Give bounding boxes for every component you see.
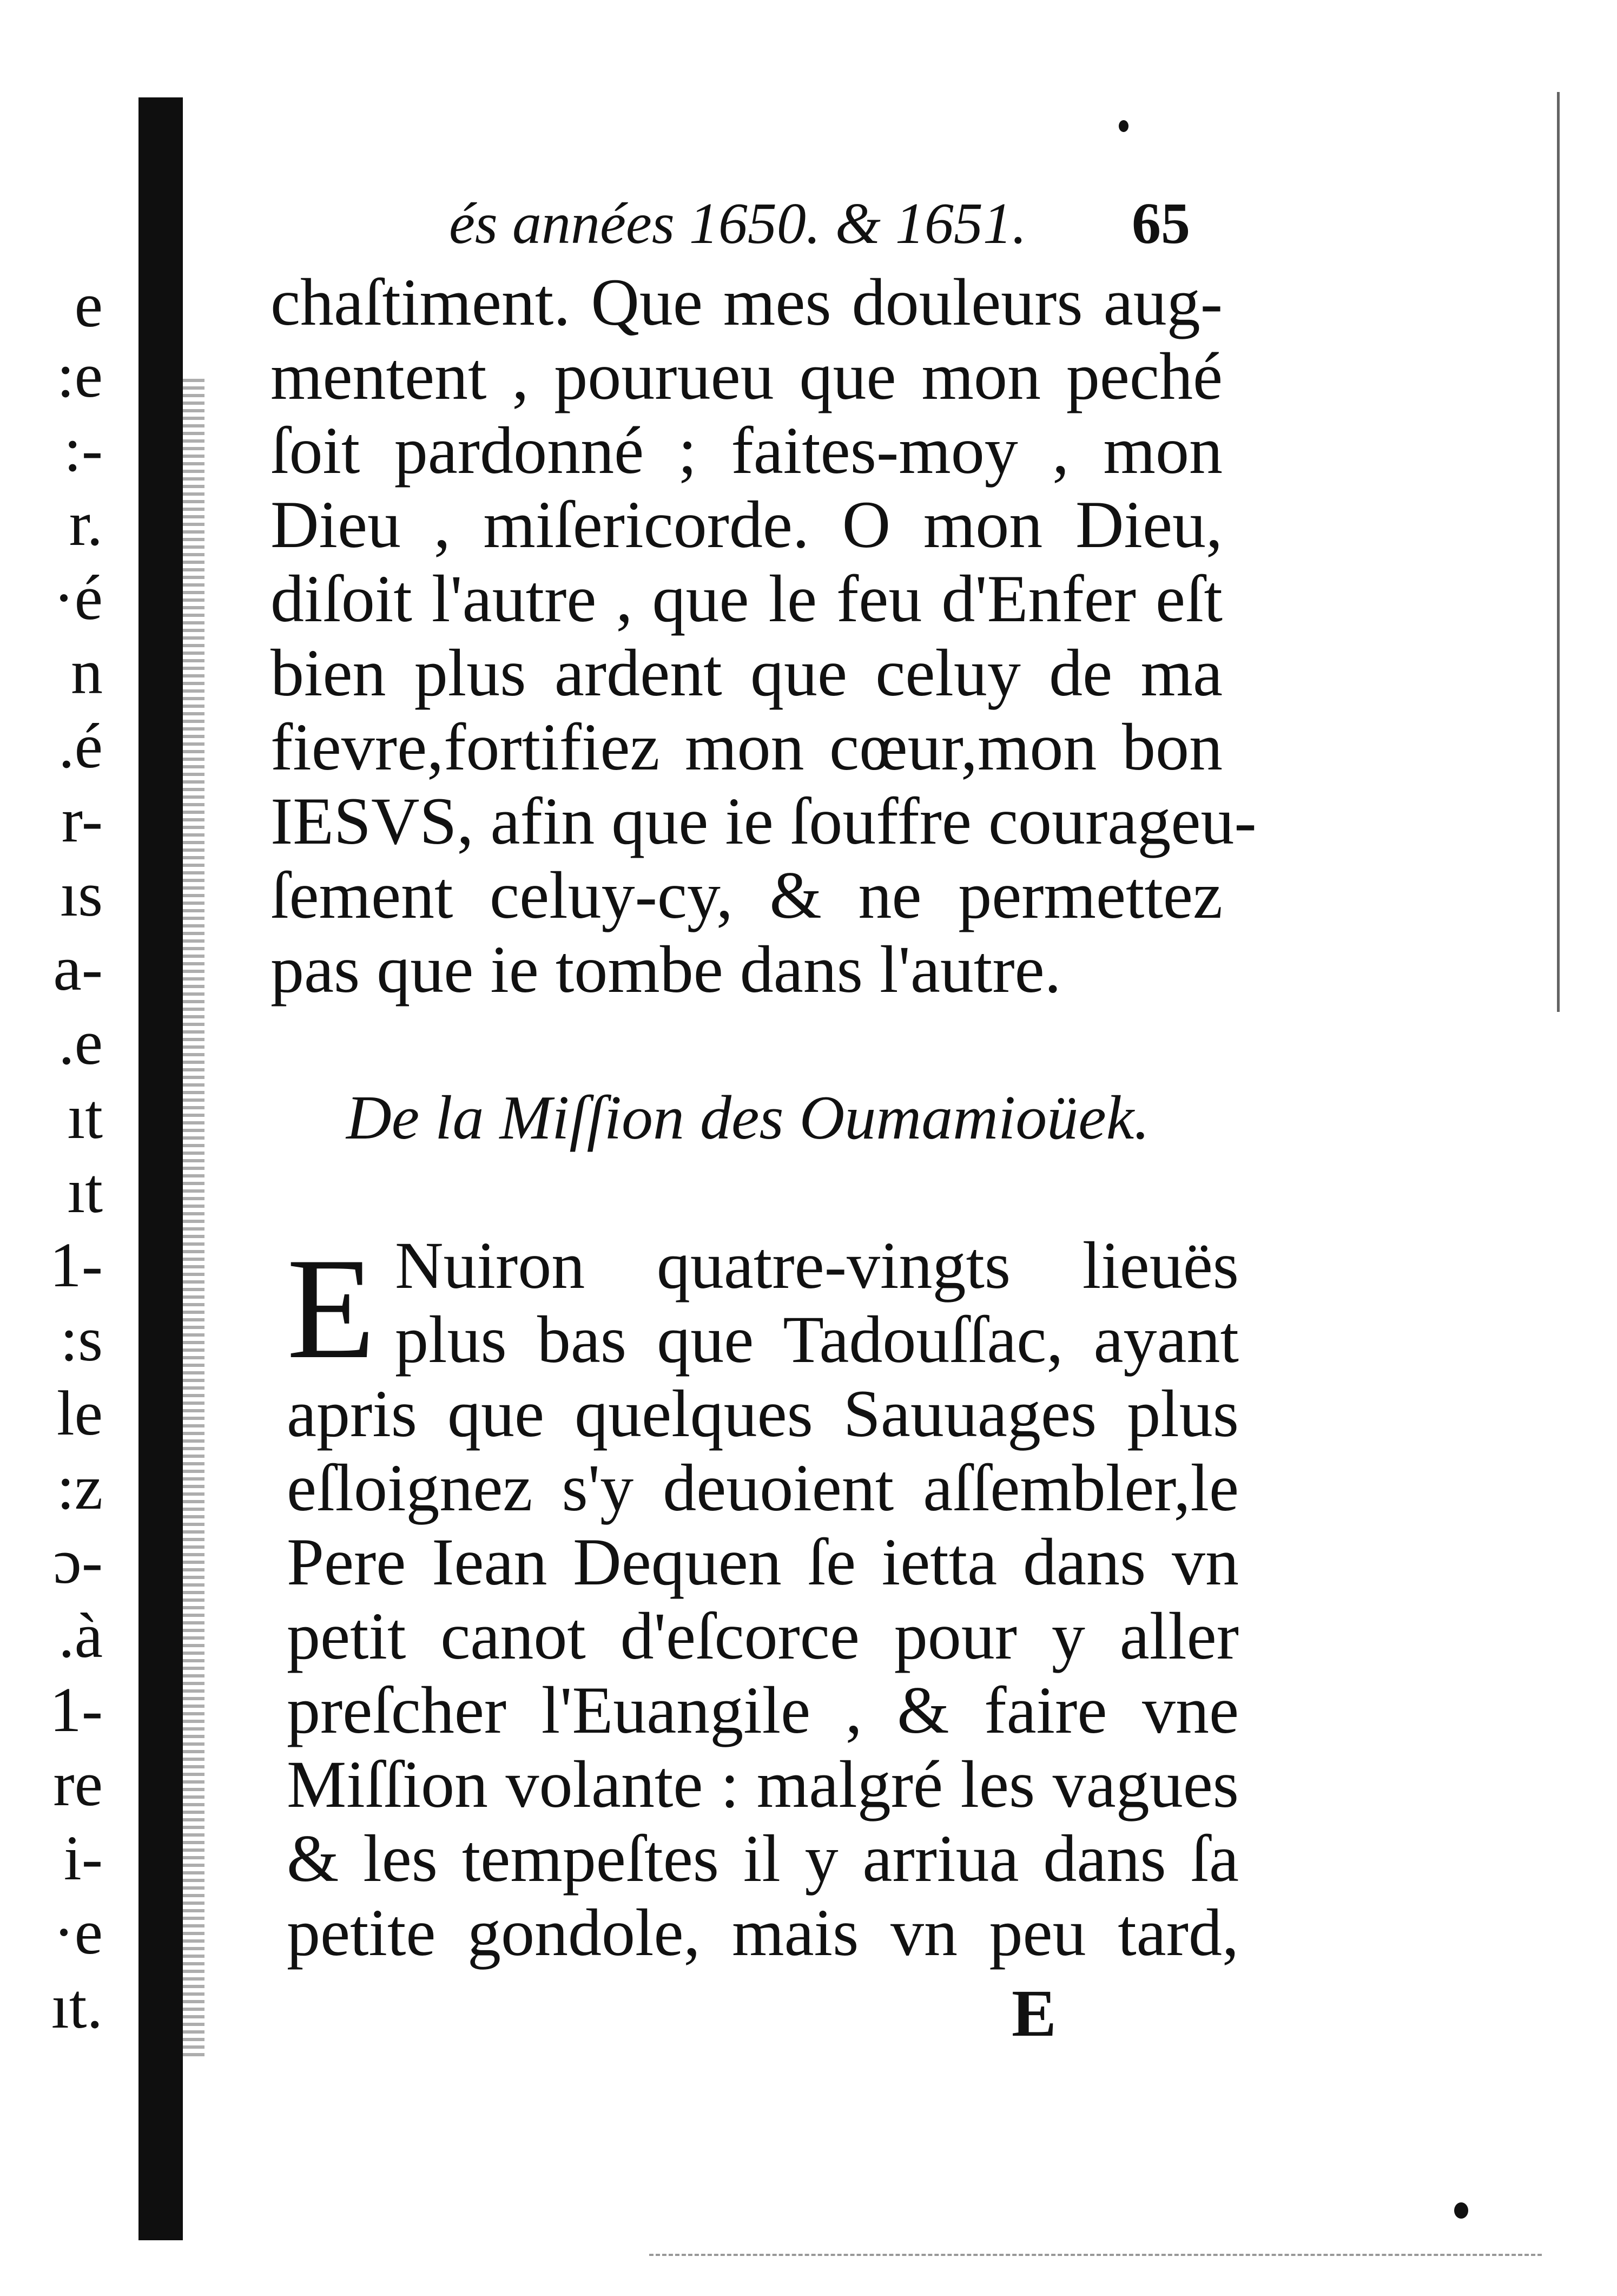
text-line: diſoit l'autre , que le feu d'Enfer eſt (270, 562, 1223, 636)
facing-page-fragment: i- (63, 1823, 103, 1893)
facing-page-fragment: 1- (49, 1229, 103, 1300)
text-line: bien plus ardent que celuy de ma (270, 636, 1223, 710)
facing-page-fragment: .à (58, 1600, 103, 1671)
page-edge-mark (1557, 92, 1564, 1012)
text-line: apris que quelques Sauuages plus (287, 1377, 1239, 1451)
facing-page-fragment: ·é (53, 562, 103, 633)
ink-speck (1119, 120, 1128, 132)
body-text (270, 265, 1257, 1006)
facing-page-fragment: :s (60, 1304, 103, 1374)
text-line: ſoit pardonné ; faites-moy , mon (270, 413, 1223, 488)
text-line: IESVS, afin que ie ſouffre courageu- (270, 784, 1257, 858)
text-line: preſcher l'Euangile , & faire vne (287, 1673, 1239, 1747)
facing-page-fragment: .é (58, 710, 103, 781)
facing-page-fragment: :e (56, 340, 103, 411)
facing-page-fragment: ıs (60, 859, 103, 930)
facing-page-fragment: :z (56, 1452, 103, 1523)
running-title: és années 1650. & 1651. (449, 192, 1027, 256)
text-line: ſement celuy-cy, & ne permettez (270, 858, 1223, 932)
facing-page-fragment: a- (53, 933, 103, 1004)
page-bottom-edge (649, 2254, 1542, 2256)
facing-page-fragment: e (74, 269, 103, 340)
facing-page-fragment: n (71, 636, 103, 707)
facing-page-fragment: le (56, 1378, 103, 1449)
facing-page-fragment: .e (58, 1007, 103, 1078)
gutter-shadow (183, 379, 204, 2056)
section-text (287, 1228, 1239, 1970)
facing-page-fragment: ıt (67, 1155, 103, 1226)
text-line: Pere Iean Dequen ſe ietta dans vn (287, 1525, 1239, 1599)
facing-page-fragment: :- (63, 414, 103, 485)
text-line: fievre,fortifiez mon cœur,mon bon (270, 710, 1223, 784)
drop-capital: E (287, 1228, 375, 1389)
page-number: 65 (1132, 192, 1190, 256)
text-line: Nuiron quatre-vingts lieuës (395, 1228, 1239, 1302)
facing-page-fragment: r. (69, 488, 103, 559)
text-line: & les tempeſtes il y arriua dans ſa (287, 1821, 1239, 1896)
facing-page-fragment: re (53, 1748, 103, 1819)
text-line: Miſſion volante : malgré les vagues (287, 1747, 1239, 1821)
facing-page-fragment: 1- (49, 1674, 103, 1745)
facing-page-fragment: ıt (67, 1081, 103, 1152)
text-line: petit canot d'eſcorce pour y aller (287, 1599, 1239, 1673)
section-heading: De la Miſſion des Oumamioüek. (346, 1083, 1150, 1153)
text-line: chaſtiment. Que mes douleurs aug- (270, 265, 1223, 339)
text-line: mentent , pourueu que mon peché (270, 339, 1223, 413)
text-line: Dieu , miſericorde. O mon Dieu, (270, 488, 1223, 562)
facing-page-edge (0, 0, 162, 2296)
facing-page-fragment: r- (61, 785, 103, 856)
book-gutter (138, 97, 183, 2240)
facing-page-fragment: ɔ- (53, 1526, 103, 1597)
ink-speck (1454, 2202, 1468, 2219)
text-line: petite gondole, mais vn peu tard, (287, 1896, 1239, 1970)
text-line: pas que ie tombe dans l'autre. (270, 932, 1061, 1006)
facing-page-fragment: ·e (53, 1897, 103, 1968)
facing-page-fragment: ıt. (51, 1971, 103, 2042)
catchword: E (1012, 1976, 1057, 2050)
text-line: plus bas que Tadouſſac, ayant (395, 1302, 1239, 1377)
running-head (449, 184, 1190, 260)
text-line: eſloignez s'y deuoient aſſembler,le (287, 1451, 1239, 1525)
